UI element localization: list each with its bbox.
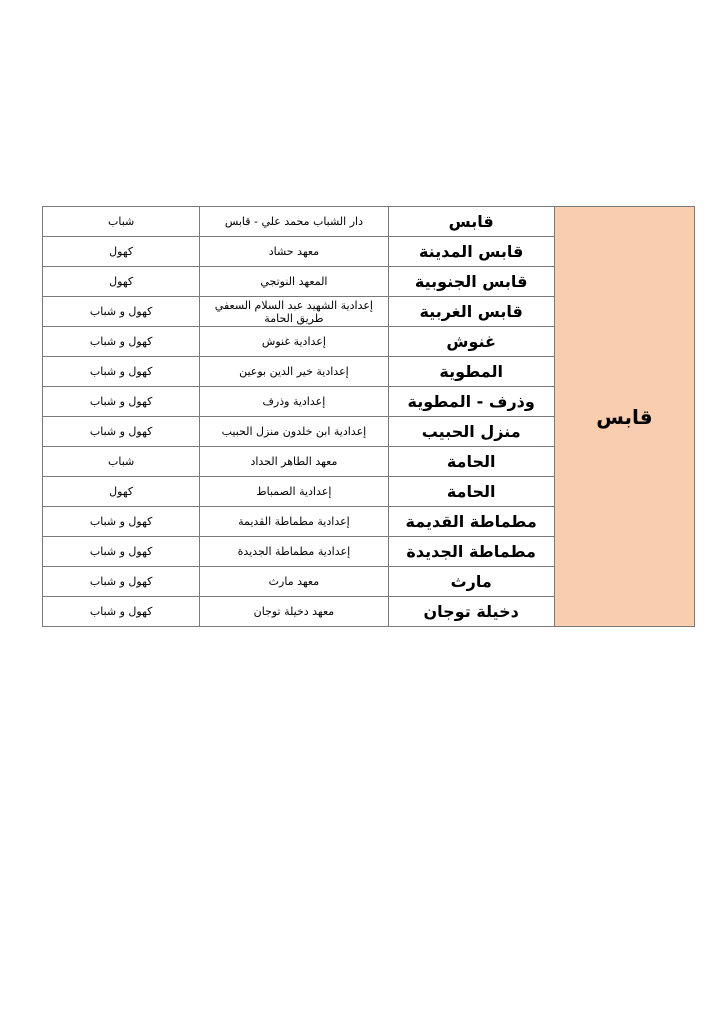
venue-cell: إعدادية خير الدين بوعين (200, 357, 388, 387)
venues-table (42, 206, 695, 627)
region-cell: قابس (554, 207, 694, 627)
category-cell: كهول و شباب (43, 507, 200, 537)
city-cell: دخيلة توجان (388, 597, 554, 627)
venue-cell: دار الشباب محمد علي - قابس (200, 207, 388, 237)
city-cell: منزل الحبيب (388, 417, 554, 447)
category-cell: شباب (43, 447, 200, 477)
category-cell: كهول (43, 237, 200, 267)
city-cell: قابس المدينة (388, 237, 554, 267)
venue-cell: المعهد النوتجي (200, 267, 388, 297)
venue-cell: إعدادية ابن خلدون منزل الحبيب (200, 417, 388, 447)
city-cell: قابس الجنوبية (388, 267, 554, 297)
venue-cell: إعدادية الصمباط (200, 477, 388, 507)
city-cell: غنوش (388, 327, 554, 357)
category-cell: كهول و شباب (43, 597, 200, 627)
venue-cell: معهد مارث (200, 567, 388, 597)
venue-cell: معهد دخيلة توجان (200, 597, 388, 627)
venue-cell: معهد الطاهر الحداد (200, 447, 388, 477)
category-cell: كهول (43, 477, 200, 507)
table-body (43, 207, 695, 627)
category-cell: شباب (43, 207, 200, 237)
city-cell: مارث (388, 567, 554, 597)
venue-cell: إعدادية مطماطة القديمة (200, 507, 388, 537)
category-cell: كهول و شباب (43, 387, 200, 417)
category-cell: كهول (43, 267, 200, 297)
venue-cell: إعدادية غنوش (200, 327, 388, 357)
city-cell: الحامة (388, 477, 554, 507)
category-cell: كهول و شباب (43, 567, 200, 597)
city-cell: مطماطة الجديدة (388, 537, 554, 567)
city-cell: مطماطة القديمة (388, 507, 554, 537)
venue-cell: إعدادية وذرف (200, 387, 388, 417)
category-cell: كهول و شباب (43, 537, 200, 567)
venue-cell: إعدادية مطماطة الجديدة (200, 537, 388, 567)
category-cell: كهول و شباب (43, 357, 200, 387)
table-row (43, 207, 695, 237)
category-cell: كهول و شباب (43, 327, 200, 357)
city-cell: المطوية (388, 357, 554, 387)
city-cell: قابس الغربية (388, 297, 554, 327)
city-cell: وذرف - المطوية (388, 387, 554, 417)
city-cell: قابس (388, 207, 554, 237)
category-cell: كهول و شباب (43, 297, 200, 327)
category-cell: كهول و شباب (43, 417, 200, 447)
city-cell: الحامة (388, 447, 554, 477)
venue-cell: معهد حشاد (200, 237, 388, 267)
venue-cell: إعدادية الشهيد عبد السلام السعفي طريق الحامة (200, 297, 388, 327)
